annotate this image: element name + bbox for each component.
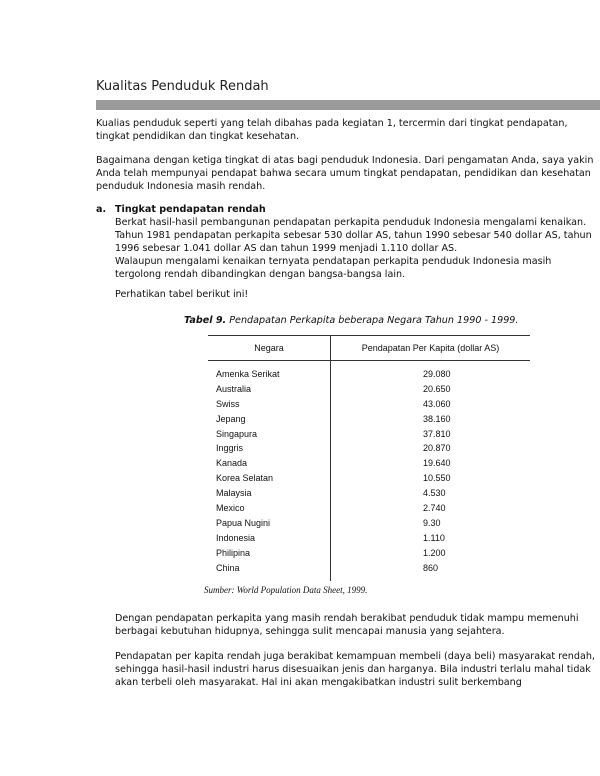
cell-pendapatan: 4.530 [423,488,446,499]
cell-pendapatan: 9.30 [423,517,441,528]
table-row [208,546,530,561]
section-a-heading [96,203,600,216]
table-row [208,531,530,546]
table-row [208,361,530,382]
cell-negara: Mexico [208,501,331,516]
header-pendapatan: Pendapatan Per Kapita (dollar AS) [331,336,531,361]
table-row [208,486,530,501]
cell-negara: Malaysia [208,486,331,501]
table-caption-label: Tabel 9. [184,315,227,326]
table-row [208,471,530,486]
cell-pendapatan: 860 [423,562,439,573]
intro-paragraph-1: Kualias penduduk seperti yang telah dibahas pada kegiatan 1, tercermin dari tingkat pendapatan, tingkat pendidikan dan tingkat kesehatan. [96,118,568,142]
cell-negara: Swiss [208,397,331,412]
cell-pendapatan: 37.810 [423,428,451,439]
cell-negara: Papua Nugini [208,516,331,531]
header-negara: Negara [208,336,331,361]
cell-pendapatan: 43.060 [423,398,451,409]
table-row [208,561,530,582]
cell-negara: Korea Selatan [208,471,331,486]
table-row [208,427,530,442]
table-source: Sumber: World Population Data Sheet, 1999. [204,585,368,595]
intro-paragraph-2: Bagaimana dengan ketiga tingkat di atas bagi penduduk Indonesia. Dari pengamatan Anda, saya yakin Anda telah mempunyai pendapat bahwa secara umum tingkat pendapatan, pendidikan dan kesehatan penduduk Indonesia masih rendah. [96,155,594,192]
section-a-body-3: Perhatikan tabel berikut ini! [115,289,249,300]
table-row [208,516,530,531]
table-row [208,501,530,516]
table-row [208,397,530,412]
cell-negara: Kanada [208,456,331,471]
section-a [96,203,600,300]
cell-pendapatan: 29.080 [423,368,451,379]
cell-negara: Indonesia [208,531,331,546]
cell-pendapatan: 1.200 [423,547,446,558]
section-a-title: Tingkat pendapatan rendah [115,204,266,215]
cell-negara: Jepang [208,412,331,427]
cell-pendapatan: 38.160 [423,413,451,424]
table-header-row [208,336,530,361]
table-caption [184,314,554,327]
paragraph-3: Dengan pendapatan perkapita yang masih rendah berakibat penduduk tidak mampu memenuhi berbagai kebutuhan hidupnya, sehingga sulit mencapai manusia yang sejahtera. [115,613,579,637]
cell-negara: Philipina [208,546,331,561]
title-underline-bar [96,100,600,110]
table-row [208,382,530,397]
cell-negara: Amenka Serikat [208,361,331,382]
table-row [208,456,530,471]
cell-pendapatan: 1.110 [423,532,445,543]
cell-pendapatan: 19.640 [423,458,451,469]
section-a-body-1: Berkat hasil-hasil pembangunan pendapatan perkapita penduduk Indonesia mengalami kenaikan. Tahun 1981 pendapatan perkapita sebesar 530 dollar AS, tahun 1990 sebesar 540 dollar AS, tahun 1996 sebesar 1.041 dollar AS dan tahun 1999 menjadi 1.110 dollar AS. [115,217,592,254]
table-row [208,441,530,456]
cell-negara: Singapura [208,427,331,442]
income-table [208,335,530,581]
page-title: Kualitas Penduduk Rendah [96,79,269,94]
cell-pendapatan: 10.550 [423,473,451,484]
table-row [208,412,530,427]
section-a-body-2: Walaupun mengalami kenaikan ternyata pendatapan perkapita penduduk Indonesia masih tergolong rendah dibandingkan dengan bangsa-bangsa lain. [115,256,552,280]
cell-negara: Inggris [208,441,331,456]
paragraph-4: Pendapatan per kapita rendah juga berakibat kemampuan membeli (daya beli) masyarakat rendah, sehingga hasil-hasil industri harus disesuaikan jenis dan harganya. Bila industri terlalu mahal tidak akan terbeli oleh masyarakat. Hal ini akan mengakibatkan industri sulit berkembang [115,651,595,688]
cell-negara: China [208,561,331,582]
table-caption-text: Pendapatan Perkapita beberapa Negara Tahun 1990 - 1999. [226,315,519,326]
cell-pendapatan: 20.650 [423,383,451,394]
cell-pendapatan: 2.740 [423,502,446,513]
cell-negara: Australia [208,382,331,397]
section-a-letter: a. [96,204,107,215]
cell-pendapatan: 20.870 [423,443,451,454]
